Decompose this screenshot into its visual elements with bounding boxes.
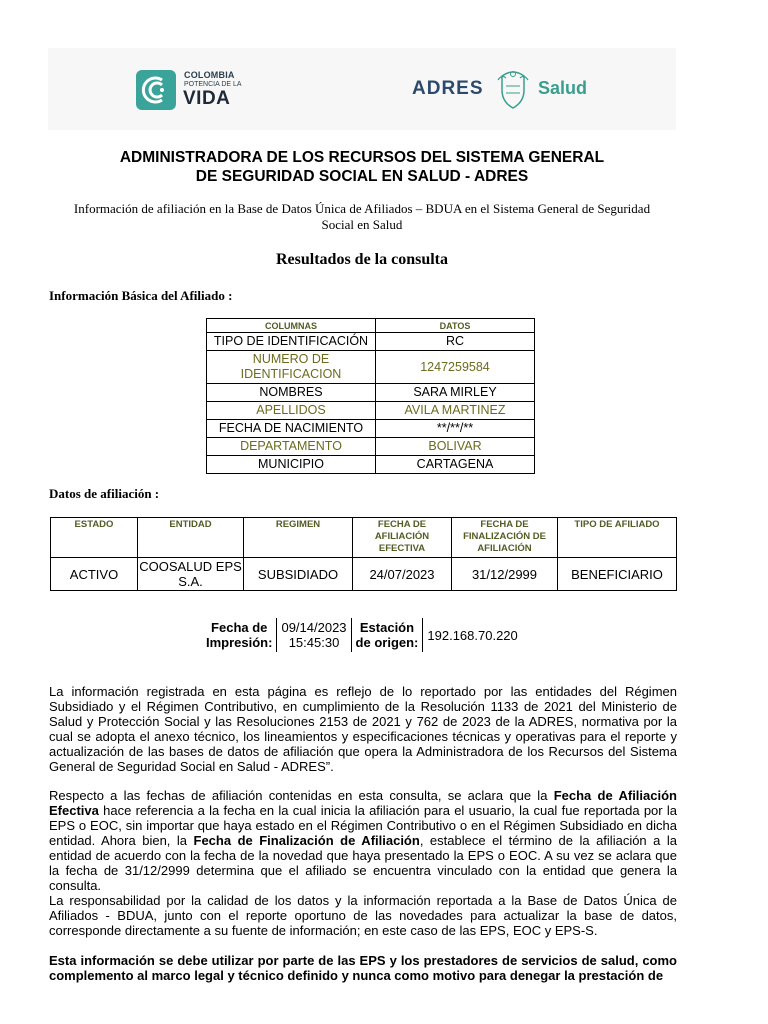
print-time: 15:45:30: [288, 635, 340, 650]
p2-text-e: , establece el término de la afiliación a la entidad de acuerdo con la fecha de la novedad que haya presentado la EPS o EOC. A su vez se aclara que la fecha de 31/12/2999 determina que el afiliado se encuentra vinculado con la entidad que genera la consulta.: [49, 833, 677, 893]
subtitle-line-1: Información de afiliación en la Base de Datos Única de Afiliados – BDUA en el Sistema General de Seguridad: [73, 201, 651, 216]
field-key: FECHA DE NACIMIENTO: [207, 420, 376, 438]
subtitle-line-2: Social en Salud: [321, 217, 403, 232]
logo-vida-text: VIDA: [183, 88, 231, 109]
logo-potencia-text: POTENCIA DE LA: [184, 81, 242, 88]
table-row: [207, 438, 535, 456]
column-header-estado: ESTADO: [51, 518, 138, 558]
table-row: [207, 333, 535, 351]
p2-bold-fecha-finalizacion: Fecha de Finalización de Afiliación: [193, 833, 420, 848]
field-key: DEPARTAMENTO: [207, 438, 376, 456]
entidad-cell: COOSALUD EPS S.A.: [139, 559, 242, 589]
fecha-afiliacion-cell: 24/07/2023: [353, 558, 452, 591]
paragraph-normative: La información registrada en esta página es reflejo de lo reportado por las entidades del Régimen Subsidiado y el Régimen Contributivo, en cumplimiento de la Resolución 1133 de 2021 del Ministerio de Salud y Protección Social y las Resoluciones 2153 de 2021 y 762 de 2023 de la ADRES, normativa por la cual se adopta el anexo técnico, los lineamientos y especificaciones técnicas y operativas para el reporte y actualización de las bases de datos de afiliación que opera la Administradora de los Recursos del Sistema General de Seguridad Social en Salud - ADRES”.: [49, 684, 677, 774]
column-header-tipo-afiliado: TIPO DE AFILIADO: [558, 518, 677, 558]
field-value: RC: [376, 333, 535, 351]
print-date-label-line-1: Fecha de: [211, 620, 268, 635]
page-subtitle: [52, 201, 672, 233]
table-row: [207, 420, 535, 438]
basic-info-table: [206, 318, 535, 474]
colombia-logo: [136, 68, 246, 112]
coat-of-arms-icon: [494, 68, 532, 110]
table-row: [207, 402, 535, 420]
affiliation-table: [50, 517, 677, 591]
table-row: [207, 456, 535, 474]
affiliation-label: Datos de afiliación :: [49, 486, 160, 501]
basic-info-label: Información Básica del Afiliado :: [49, 288, 233, 303]
field-value: AVILA MARTINEZ: [376, 402, 535, 420]
column-header-columnas: COLUMNAS: [207, 319, 376, 333]
p2-text-c: hace referencia a la fecha en la cual inicia la afiliación para el usuario, la cual fue reportada por la EPS o EOC, sin importar que haya estado en el Régimen Contributivo o en el Régimen Subsidiado en dicha entidad. Ahora bien, la: [49, 803, 677, 848]
field-value: BOLIVAR: [376, 438, 535, 456]
column-header-fecha-finalizacion: FECHA DE FINALIZACIÓN DE AFILIACIÓN: [452, 518, 558, 558]
print-metadata: [202, 618, 522, 652]
column-header-fecha-afiliacion: FECHA DE AFILIACIÓN EFECTIVA: [353, 518, 452, 558]
logo-salud-text: Salud: [538, 78, 588, 98]
field-key: MUNICIPIO: [207, 456, 376, 474]
field-value: 1247259584: [376, 351, 535, 384]
adres-salud-logo: [410, 66, 600, 112]
table-row: [207, 384, 535, 402]
results-title: Resultados de la consulta: [275, 251, 449, 268]
station-label-line-1: Estación: [359, 620, 415, 635]
print-date-label: [202, 618, 277, 652]
page-title: [60, 148, 664, 186]
p2-bold-fecha-afiliacion: Fecha de Afiliación Efectiva: [49, 788, 677, 818]
field-key: NOMBRES: [207, 384, 376, 402]
field-key: NUMERO DE IDENTIFICACION: [207, 351, 376, 384]
station-value: 192.168.70.220: [423, 618, 522, 652]
table-row: [207, 351, 535, 384]
station-label-line-2: de origen:: [355, 635, 419, 650]
paragraph-dates: [49, 788, 677, 893]
print-date: 09/14/2023: [281, 620, 347, 635]
tipo-afiliado-cell: BENEFICIARIO: [558, 558, 677, 591]
field-value: **/**/**: [376, 420, 535, 438]
table-header-row: [51, 518, 677, 558]
title-line-1: ADMINISTRADORA DE LOS RECURSOS DEL SISTEMA GENERAL: [119, 149, 605, 166]
title-line-2: DE SEGURIDAD SOCIAL EN SALUD - ADRES: [195, 168, 529, 185]
column-header-datos: DATOS: [376, 319, 535, 333]
station-label: [351, 618, 423, 652]
colombia-waves-icon: [136, 70, 176, 110]
field-value: CARTAGENA: [376, 456, 535, 474]
column-header-entidad: ENTIDAD: [138, 518, 244, 558]
p2-text-a: Respecto a las fechas de afiliación contenidas en esta consulta, se aclara que la: [49, 788, 554, 803]
table-row: [51, 558, 677, 591]
fecha-finalizacion-cell: 31/12/2999: [452, 558, 558, 591]
field-key: TIPO DE IDENTIFICACIÓN: [207, 333, 376, 351]
regimen-cell: SUBSIDIADO: [244, 558, 353, 591]
print-date-value: [277, 618, 351, 652]
estado-cell: ACTIVO: [51, 558, 138, 591]
print-date-label-line-2: Impresión:: [206, 635, 273, 650]
paragraph-usage-notice: Esta información se debe utilizar por parte de las EPS y los prestadores de servicios de salud, como complemento al marco legal y técnico definido y nunca como motivo para denegar la prestación de: [49, 953, 677, 983]
logo-adres-text: ADRES: [412, 78, 484, 99]
logo-colombia-text: COLOMBIA: [184, 70, 235, 80]
field-value: SARA MIRLEY: [376, 384, 535, 402]
field-key: APELLIDOS: [207, 402, 376, 420]
table-header-row: [207, 319, 535, 333]
column-header-regimen: REGIMEN: [244, 518, 353, 558]
paragraph-responsibility: La responsabilidad por la calidad de los datos y la información reportada a la Base de Datos Única de Afiliados - BDUA, junto con el reporte oportuno de las novedades para actualizar la base de datos, corresponde directamente a su fuente de información; en este caso de las EPS, EOC y EPS-S.: [49, 893, 677, 938]
